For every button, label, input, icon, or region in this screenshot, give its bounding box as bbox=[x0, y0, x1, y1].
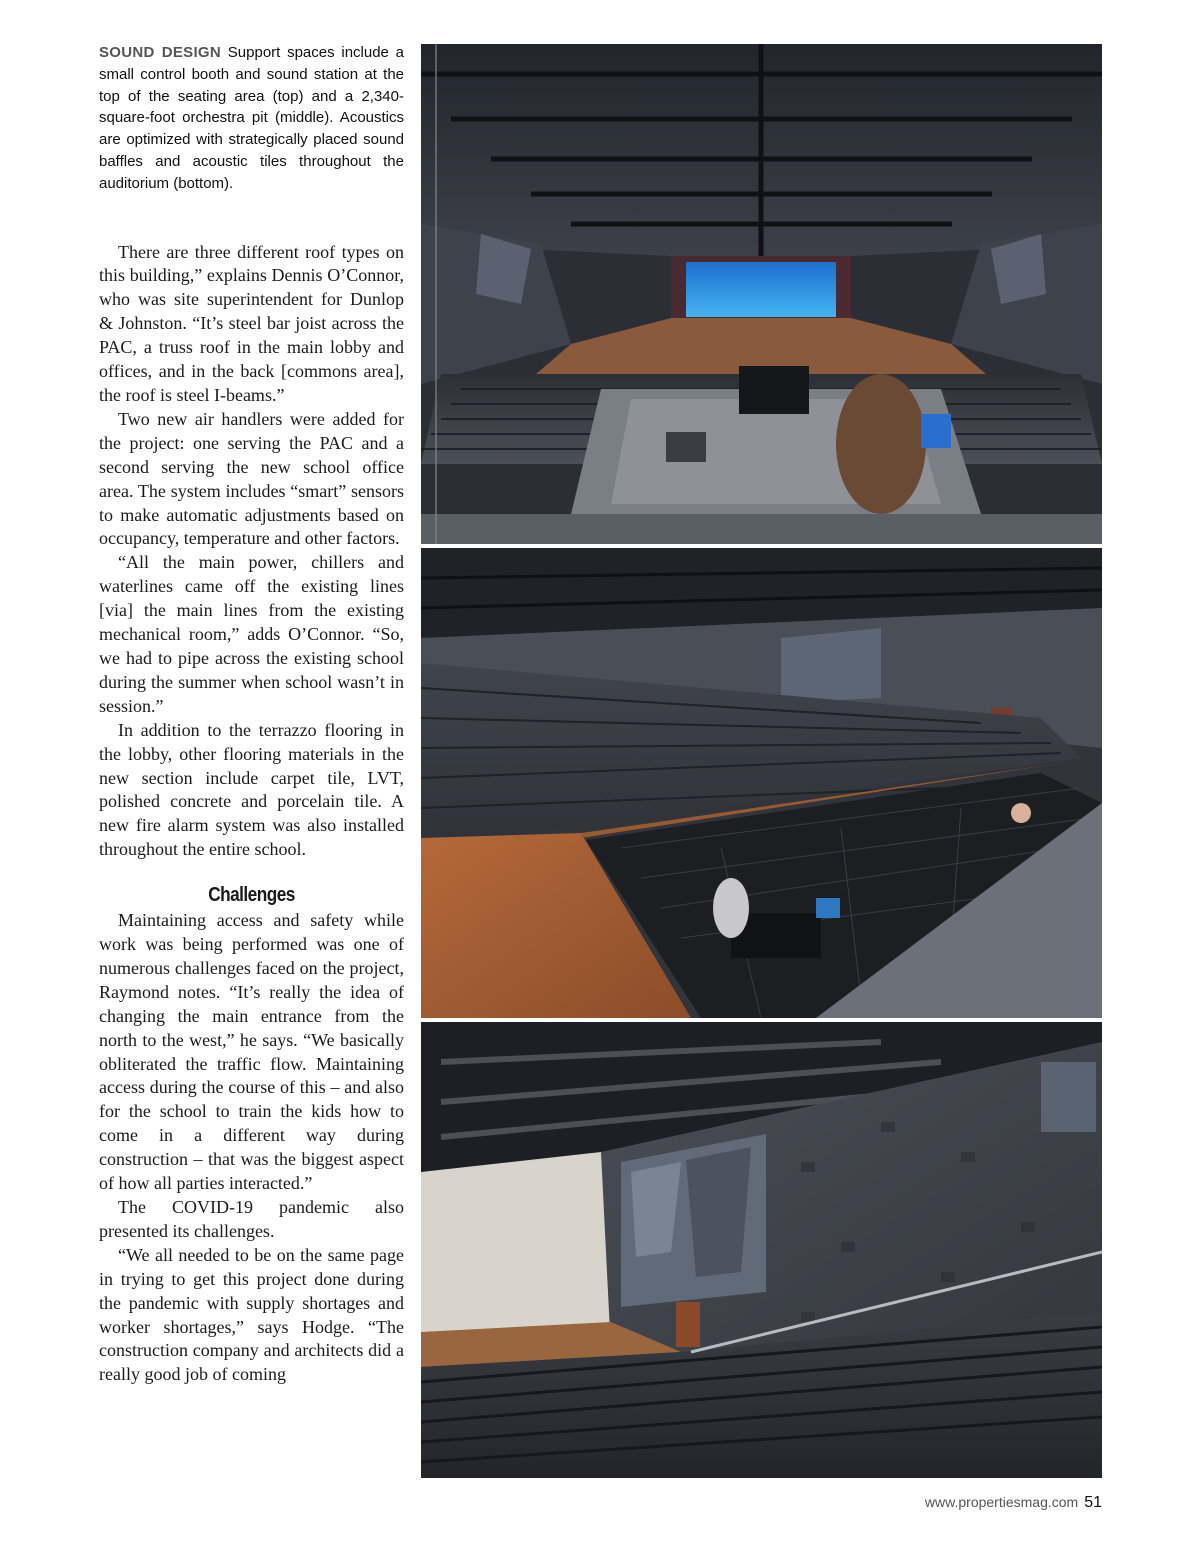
paragraph: “We all needed to be on the same page in trying to get this project done during the pandemic with supply shortages and worker shortages,” says Hodge. “The construction company and architects did a really good job of coming bbox=[99, 1244, 404, 1385]
section-heading: Challenges bbox=[208, 884, 295, 907]
photo-control-booth bbox=[421, 44, 1102, 544]
paragraph: “All the main power, chillers and waterlines came off the existing lines [via] the main lines from the existing mechanical room,” adds O’Connor. “So, we had to pipe across the existing school during the summer when school wasn’t in session.” bbox=[99, 552, 404, 716]
caption-text: Support spaces include a small control booth and sound station at the top of the seating area (top) and a 2,340-square-foot orchestra pit (middle). Acoustics are optimized with strategically placed sound baffles and acoustic tiles throughout the auditorium (bottom). bbox=[99, 44, 404, 192]
paragraph: Two new air handlers were added for the project: one serving the PAC and a second serving the new school office area. The system includes “smart” sensors to make automatic adjustments based on occupancy, temperature and other factors. bbox=[99, 408, 404, 549]
footer-url: www.propertiesmag.com bbox=[924, 1494, 1079, 1510]
photo-auditorium-baffles bbox=[421, 1022, 1102, 1478]
photo-caption bbox=[99, 42, 404, 195]
photo-orchestra-pit bbox=[421, 548, 1102, 1018]
page-number: 51 bbox=[1084, 1494, 1102, 1511]
caption-lead: SOUND DESIGN bbox=[99, 44, 222, 61]
text-column bbox=[99, 42, 404, 1387]
paragraph: Maintaining access and safety while work was being performed was one of numerous challenges faced on the project, Raymond notes. “It’s really the idea of changing the main entrance from the north to the west,” he says. “We basically obliterated the traffic flow. Maintaining access during the course of this – and also for the school to train the kids how to come in a different way during construction – that was the biggest aspect of how all parties interacted.” bbox=[99, 910, 404, 1194]
paragraph: The COVID-19 pandemic also presented its challenges. bbox=[99, 1197, 404, 1241]
article-body bbox=[99, 241, 404, 1388]
paragraph: There are three different roof types on this building,” explains Dennis O’Connor, who was site superintendent for Dunlop & Johnston. “It’s steel bar joist across the PAC, a truss roof in the main lobby and offices, and in the back [commons area], the roof is steel I-beams.” bbox=[99, 241, 404, 406]
paragraph: In addition to the terrazzo flooring in the lobby, other flooring materials in the new section include carpet tile, LVT, polished concrete and porcelain tile. A new fire alarm system was also installed throughout the entire school. bbox=[99, 719, 404, 860]
page-footer bbox=[925, 1494, 1102, 1512]
